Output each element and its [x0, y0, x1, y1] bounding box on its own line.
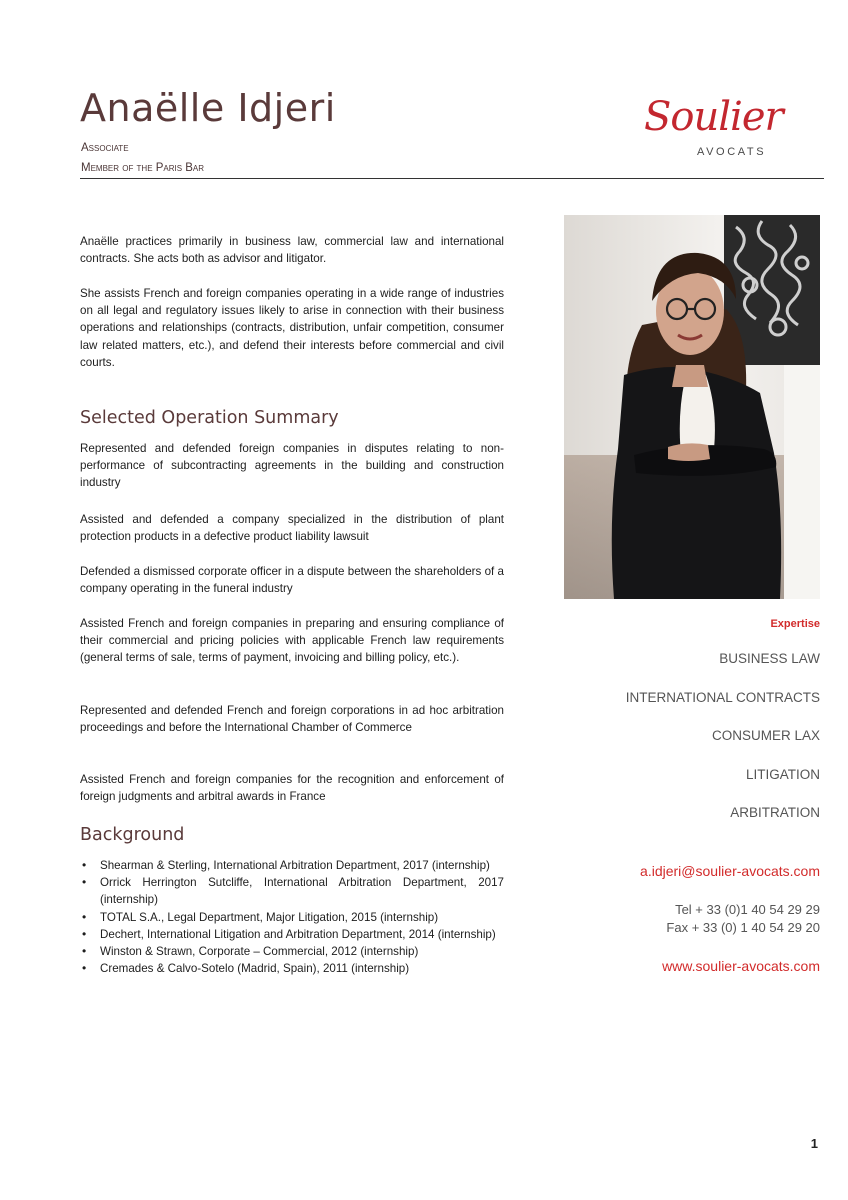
intro-paragraph-1: Anaëlle practices primarily in business law, commercial law and international contracts. She acts both as advisor and litigator. [80, 235, 504, 266]
operation-item: Defended a dismissed corporate officer in a dispute between the shareholders of a company operating in the funeral industry [80, 565, 504, 596]
background-item: • Cremades & Calvo-Sotelo (Madrid, Spain), 2011 (internship) [80, 960, 504, 977]
operation-item: Assisted French and foreign companies for the recognition and enforcement of foreign judgments and arbitral awards in France [80, 773, 504, 804]
background-item: • Dechert, International Litigation and Arbitration Department, 2014 (internship) [80, 926, 504, 943]
background-list [80, 857, 504, 977]
soulier-logo [644, 94, 824, 166]
operation-item: Represented and defended foreign companies in disputes relating to non-performance of subcontracting agreements in the building and construction industry [80, 442, 504, 490]
background-item: • Winston & Strawn, Corporate – Commercial, 2012 (internship) [80, 943, 504, 960]
expertise-item: CONSUMER LAX [711, 728, 820, 743]
expertise-item: LITIGATION [745, 767, 820, 782]
intro-paragraph-2: She assists French and foreign companies operating in a wide range of industries on all legal and regulatory issues likely to arise in connection with their business operations and relationships (contracts, distribution, unfair competition, consumer law related matters, etc.), and defend their interests before commercial and civil courts. [80, 287, 504, 369]
website-link[interactable]: www.soulier-avocats.com [662, 958, 820, 974]
logo-script-text: Soulier [644, 94, 783, 140]
fax-number: Fax + 33 (0) 1 40 54 29 20 [666, 920, 820, 935]
bar-membership: Member of the Paris Bar [81, 162, 205, 174]
operation-item: Assisted and defended a company specialized in the distribution of plant protection products in a defective product liability lawsuit [80, 513, 504, 544]
phone-number: Tel + 33 (0)1 40 54 29 29 [675, 902, 820, 917]
expertise-item: INTERNATIONAL CONTRACTS [625, 690, 820, 705]
page-number: 1 [810, 1136, 818, 1151]
email-link[interactable]: a.idjeri@soulier-avocats.com [640, 863, 820, 879]
operation-item: Assisted French and foreign companies in preparing and ensuring compliance of their commercial and pricing policies with applicable French law requirements (general terms of sale, terms of payment, invoicing and billing policy, etc.). [80, 617, 504, 665]
expertise-item: BUSINESS LAW [719, 651, 820, 666]
background-heading: Background [80, 825, 185, 845]
person-name: Anaëlle Idjeri [80, 86, 336, 130]
background-item: • Shearman & Sterling, International Arbitration Department, 2017 (internship) [80, 857, 504, 874]
logo-subtitle: AVOCATS [697, 146, 767, 158]
background-item: • TOTAL S.A., Legal Department, Major Litigation, 2015 (internship) [80, 909, 504, 926]
operations-heading: Selected Operation Summary [80, 408, 339, 428]
job-title: Associate [81, 142, 129, 154]
expertise-heading: Expertise [770, 618, 820, 630]
portrait-photo [564, 215, 820, 599]
operation-item: Represented and defended French and foreign corporations in ad hoc arbitration proceedings and before the International Chamber of Commerce [80, 704, 504, 735]
expertise-item: ARBITRATION [730, 805, 820, 820]
background-item: • Orrick Herrington Sutcliffe, International Arbitration Department, 2017 (internship) [80, 874, 504, 908]
header-divider [80, 178, 824, 179]
